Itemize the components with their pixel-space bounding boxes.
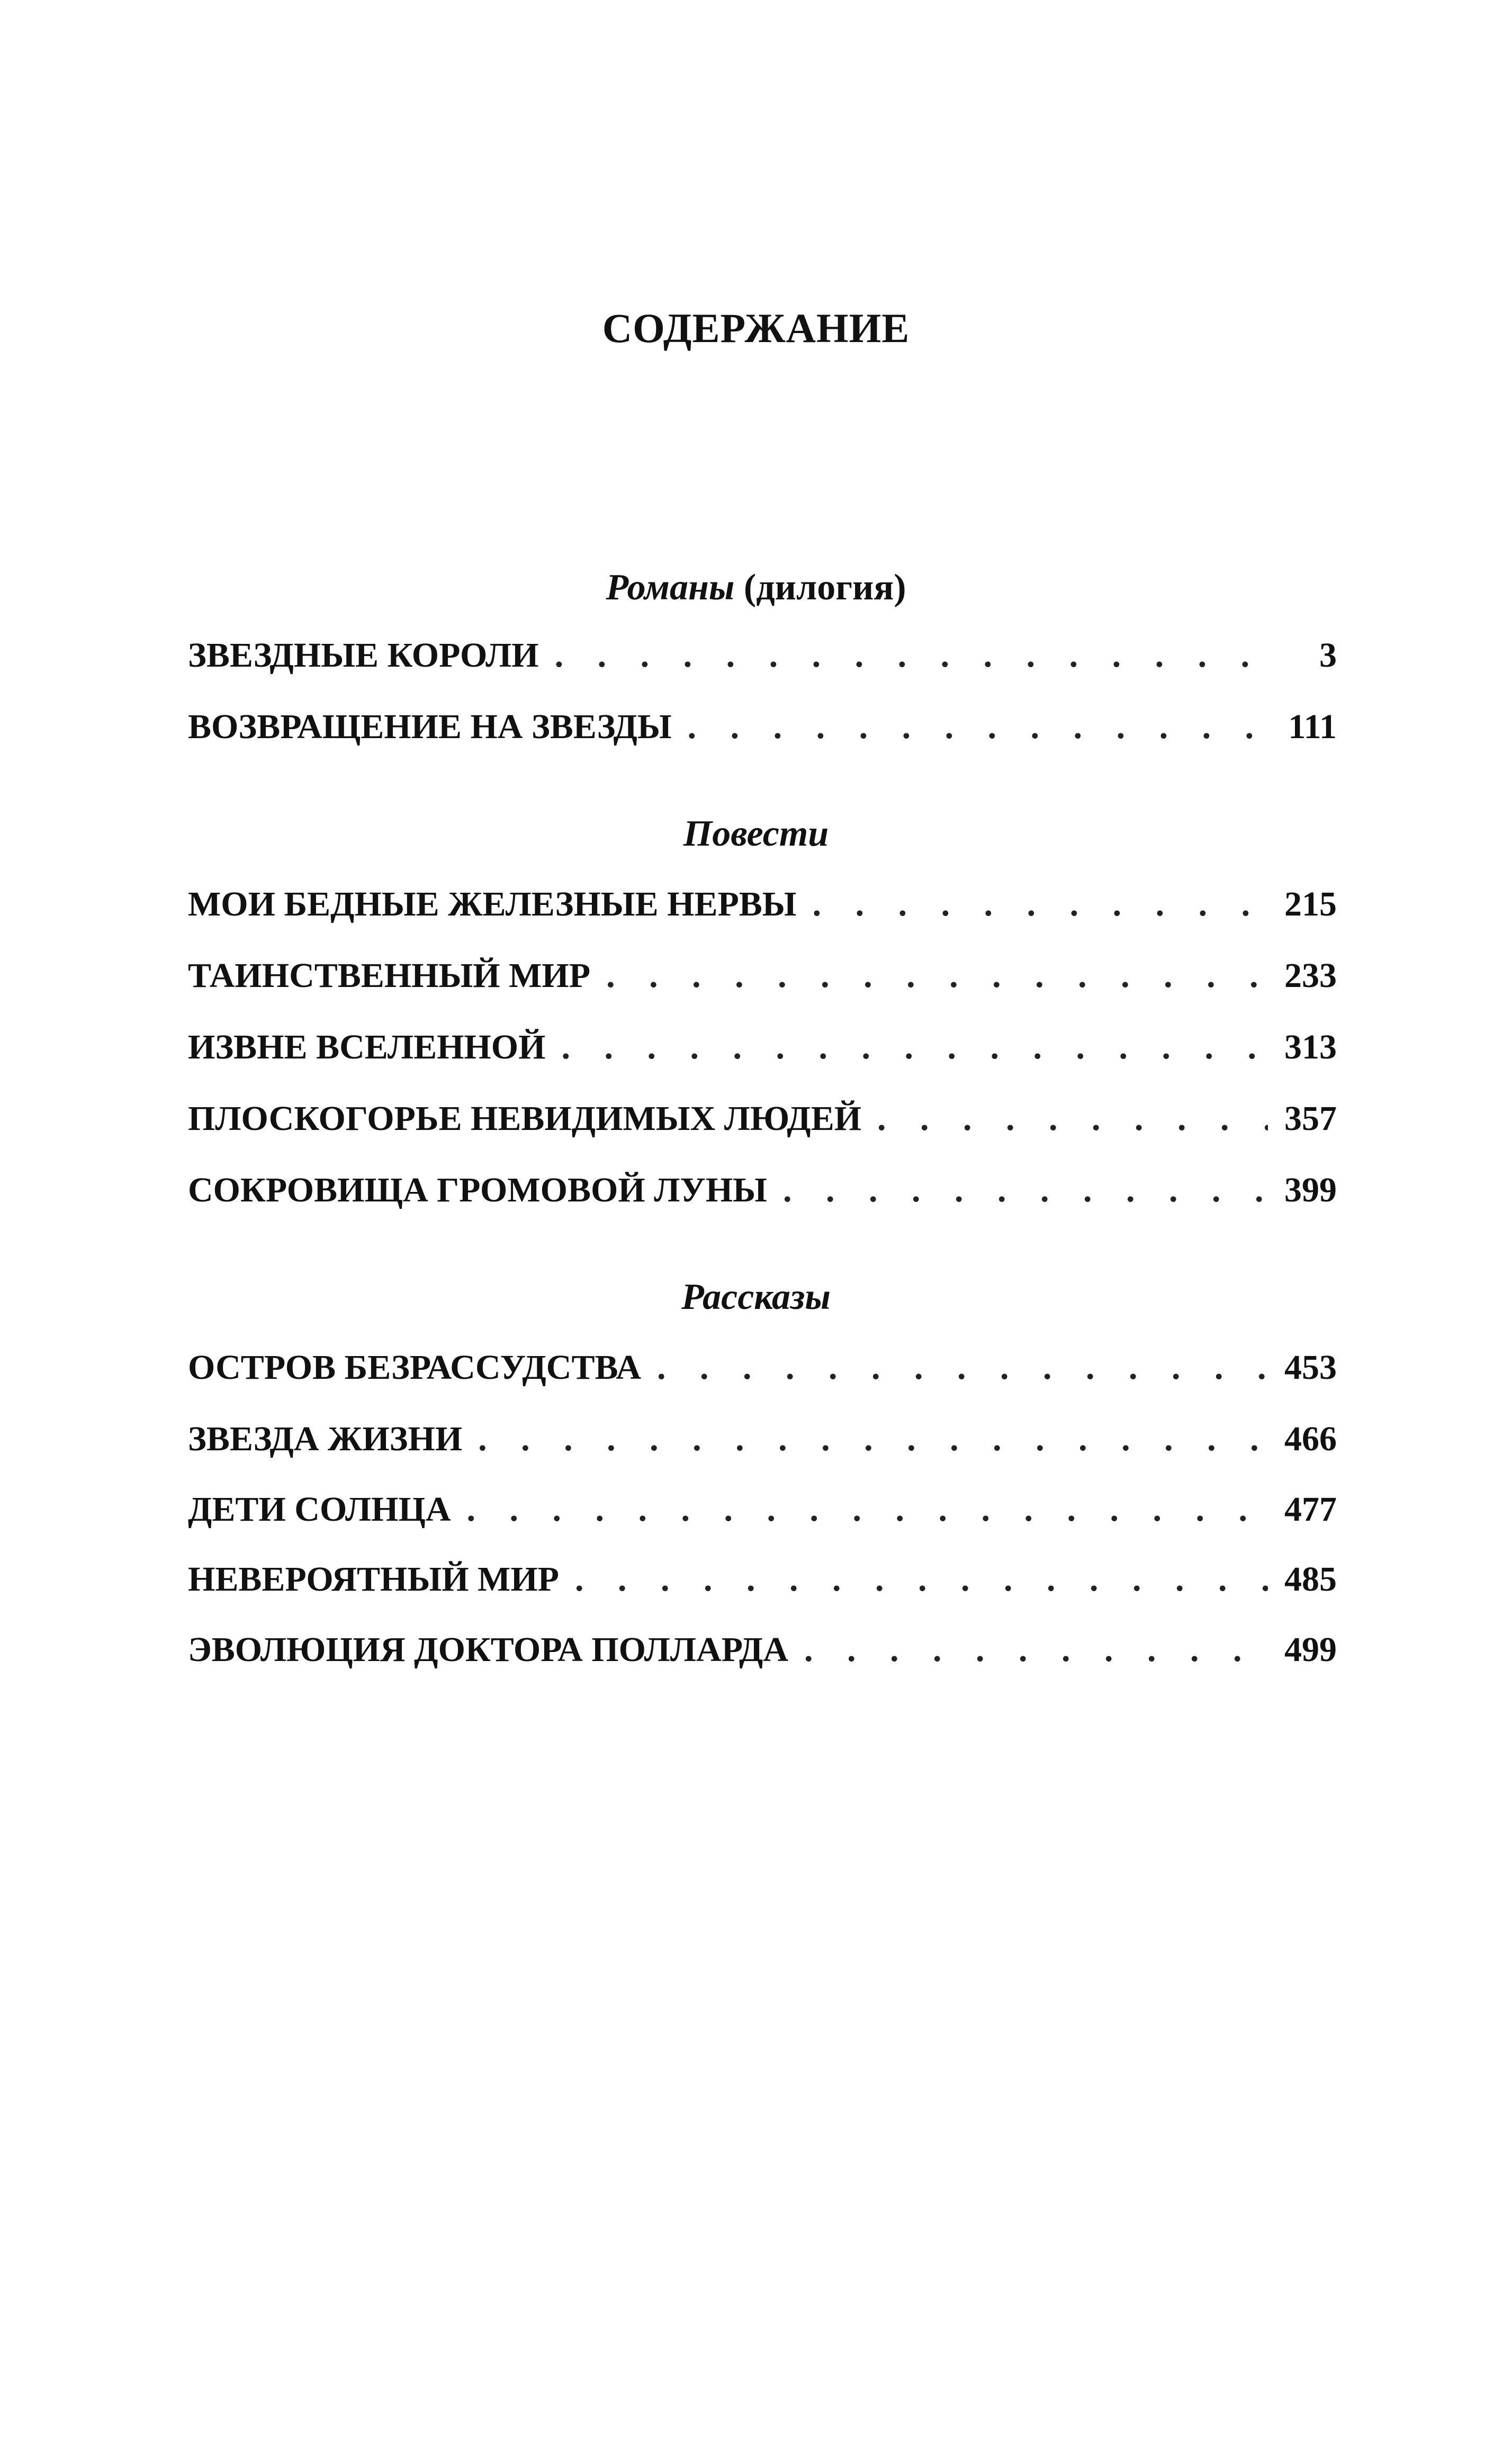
dot-leader [804,1632,1268,1667]
section-heading-label: Рассказы [681,1277,831,1317]
toc-entry-page: 215 [1284,885,1337,923]
toc-entry-page: 466 [1284,1420,1337,1458]
toc-entry-page: 233 [1284,956,1337,995]
section-heading-note: (дилогия) [743,567,906,608]
toc-entry-title: ЗВЕЗДА ЖИЗНИ [188,1420,463,1458]
toc-entry-page: 357 [1284,1099,1337,1138]
toc-entry-page: 313 [1284,1028,1337,1066]
dot-leader [575,1562,1268,1597]
dot-leader [877,1101,1268,1136]
page-title: СОДЕРЖАНИЕ [602,305,910,351]
dot-leader [657,1350,1268,1385]
toc-entry [188,707,1337,746]
section-heading-novels [0,567,1512,609]
dot-leader [561,1030,1268,1065]
dot-leader [783,1173,1268,1208]
toc-entry-page: 399 [1284,1171,1337,1209]
toc-entry-title: ПЛОСКОГОРЬЕ НЕВИДИМЫХ ЛЮДЕЙ [188,1099,862,1138]
toc-entry-title: ОСТРОВ БЕЗРАССУДСТВА [188,1348,642,1387]
toc-entry-title: ВОЗВРАЩЕНИЕ НА ЗВЕЗДЫ [188,707,672,746]
toc-entry-title: ЭВОЛЮЦИЯ ДОКТОРА ПОЛЛАРДА [188,1630,789,1669]
dot-leader [688,710,1268,744]
toc-entry [188,887,1337,922]
toc-entry [188,1632,1337,1667]
section-heading-stories [0,1276,1512,1318]
toc-entry [188,638,1337,673]
toc-entry [188,958,1337,993]
section-heading-label: Романы [606,567,735,608]
dot-leader [606,958,1268,993]
toc-entry-page: 3 [1319,636,1337,675]
toc-entry-page: 453 [1284,1348,1337,1387]
dot-leader [813,887,1268,922]
toc-entry-page: 111 [1288,707,1337,746]
toc-entry [188,1492,1337,1527]
toc-entry-title: ТАИНСТВЕННЫЙ МИР [188,956,591,995]
toc-entry-page: 499 [1284,1630,1337,1669]
section-heading-novellas [0,813,1512,855]
toc-entry-title: СОКРОВИЩА ГРОМОВОЙ ЛУНЫ [188,1171,767,1209]
toc-entry-title: НЕВЕРОЯТНЫЙ МИР [188,1560,559,1599]
toc-entry [188,1173,1337,1208]
toc-entry-title: МОИ БЕДНЫЕ ЖЕЛЕЗНЫЕ НЕРВЫ [188,885,797,923]
toc-entry [188,1422,1337,1457]
dot-leader [555,638,1268,673]
dot-leader [467,1492,1268,1527]
toc-entry-title: ИЗВНЕ ВСЕЛЕННОЙ [188,1028,546,1066]
toc-entry [188,1562,1337,1597]
dot-leader [478,1422,1268,1457]
toc-entry [188,1350,1337,1385]
toc-entry [188,1030,1337,1065]
toc-entry [188,1101,1337,1136]
toc-entry-title: ЗВЕЗДНЫЕ КОРОЛИ [188,636,539,675]
toc-entry-page: 485 [1284,1560,1337,1599]
toc-entry-title: ДЕТИ СОЛНЦА [188,1490,451,1529]
toc-entry-page: 477 [1284,1490,1337,1529]
section-heading-label: Повести [683,813,829,854]
